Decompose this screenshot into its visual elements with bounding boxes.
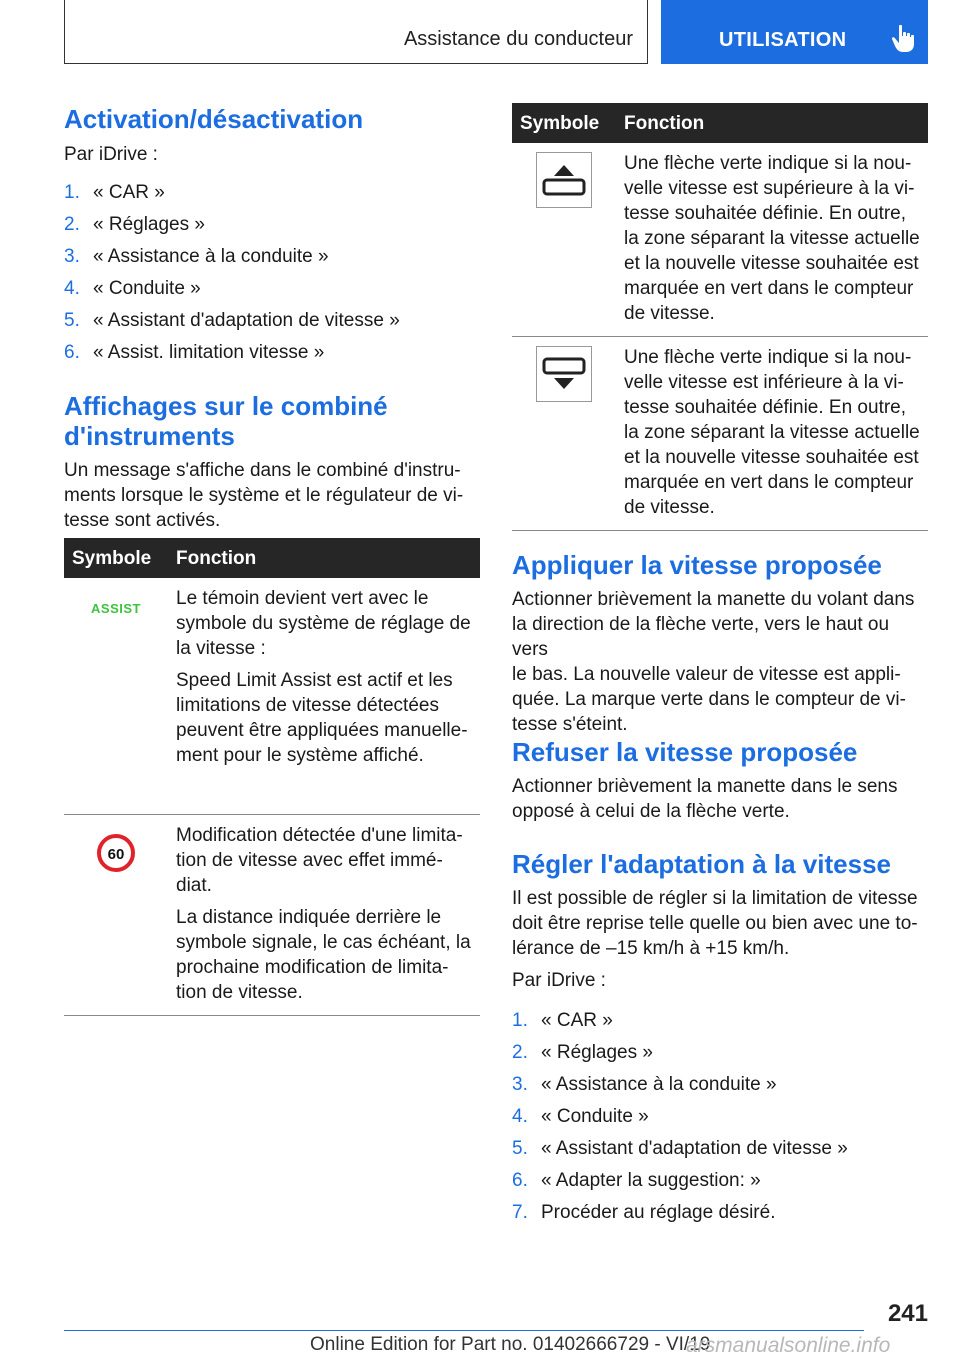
function-paragraph <box>624 345 928 520</box>
list-item <box>64 180 400 212</box>
adjust-steps <box>512 1008 848 1232</box>
step-text: « Assistance à la conduite » <box>541 1074 777 1095</box>
apply-body <box>512 587 928 737</box>
adjust-body <box>512 886 928 961</box>
text-line: tion de vitesse. <box>176 981 303 1003</box>
text-line: tesse s'éteint. <box>512 714 628 735</box>
list-item <box>64 244 400 276</box>
text-line: lérance de –15 km/h à +15 km/h. <box>512 938 790 959</box>
function-paragraph <box>176 823 480 898</box>
speed-down-arrow-icon <box>536 346 592 402</box>
speed-limit-sign-icon <box>96 833 136 873</box>
step-number: 6. <box>64 342 80 363</box>
adjust-intro: Par iDrive : <box>512 970 606 991</box>
step-text: « Assistance à la conduite » <box>93 246 329 267</box>
function-cell <box>616 337 928 531</box>
text-line: la direction de la flèche verte, vers le haut ou vers <box>512 614 890 660</box>
list-item <box>64 276 400 308</box>
column-header-symbol: Symbole <box>64 538 168 578</box>
text-line: Actionner brièvement la manette dans le sens <box>512 776 898 797</box>
text-line: Une flèche verte indique si la nou- <box>624 153 912 174</box>
function-cell <box>168 814 480 1015</box>
text-line: Le témoin devient vert avec le <box>176 588 429 609</box>
function-paragraph <box>176 586 480 661</box>
speed-limit-value: 60 <box>107 845 125 863</box>
text-line: Modification détectée d'une limita- <box>176 824 463 846</box>
heading-adjust: Régler l'adaptation à la vitesse <box>512 849 891 879</box>
list-item <box>512 1136 848 1168</box>
step-number: 2. <box>64 214 80 235</box>
step-number: 5. <box>64 310 80 331</box>
step-number: 5. <box>512 1138 528 1159</box>
heading-refuse: Refuser la vitesse proposée <box>512 737 858 767</box>
text-line: et la nouvelle vitesse souhaitée est <box>624 447 919 468</box>
heading-activation: Activation/désactivation <box>64 104 364 134</box>
text-line: de vitesse. <box>624 303 715 324</box>
text-line: et la nouvelle vitesse souhaitée est <box>624 253 919 274</box>
step-text: « Conduite » <box>93 278 201 299</box>
function-cell <box>168 578 480 814</box>
step-number: 7. <box>512 1202 528 1223</box>
text-line: prochaine modification de limita- <box>176 956 449 978</box>
page-header <box>64 0 928 66</box>
step-number: 4. <box>64 278 80 299</box>
text-line: velle vitesse est supérieure à la vi- <box>624 178 915 199</box>
list-item <box>512 1040 848 1072</box>
text-line: le bas. La nouvelle valeur de vitesse est appli- <box>512 664 901 685</box>
step-number: 4. <box>512 1106 528 1127</box>
step-number: 1. <box>64 182 80 203</box>
text-line: Actionner brièvement la manette du volant dans <box>512 589 915 610</box>
step-number: 3. <box>64 246 80 267</box>
text-line: tesse sont activés. <box>64 510 221 531</box>
text-line: diat. <box>176 874 212 896</box>
symbol-cell <box>512 143 616 337</box>
section-tab <box>64 0 648 64</box>
text-line: tion de vitesse avec effet immé- <box>176 849 443 871</box>
table-header-row <box>512 103 928 143</box>
list-item <box>512 1200 848 1232</box>
step-text: « Adapter la suggestion: » <box>541 1170 761 1191</box>
symbols-table-right <box>512 103 928 531</box>
step-text: « CAR » <box>541 1010 613 1031</box>
step-text: « Assist. limitation vitesse » <box>93 342 325 363</box>
text-line: de vitesse. <box>624 497 715 518</box>
text-line: Il est possible de régler si la limitation de vitesse <box>512 888 918 909</box>
step-number: 1. <box>512 1010 528 1031</box>
page-number: 241 <box>887 1300 928 1327</box>
list-item <box>64 340 400 372</box>
text-line: la zone séparant la vitesse actuelle <box>624 422 920 443</box>
heading-apply: Appliquer la vitesse proposée <box>512 550 882 580</box>
text-line: tesse souhaitée définie. En outre, <box>624 397 907 418</box>
table-row <box>512 337 928 531</box>
column-header-symbol: Symbole <box>512 103 616 143</box>
table-row <box>512 143 928 337</box>
list-item <box>512 1168 848 1200</box>
text-line: Une flèche verte indique si la nou- <box>624 347 912 368</box>
text-line: marquée en vert dans le compteur <box>624 472 914 493</box>
text-line: velle vitesse est inférieure à la vi- <box>624 372 904 393</box>
speed-up-arrow-icon <box>536 152 592 208</box>
displays-body <box>64 458 480 533</box>
footer-divider <box>64 1330 864 1331</box>
activation-intro: Par iDrive : <box>64 144 158 165</box>
hand-pointer-icon <box>891 24 917 54</box>
column-header-function: Fonction <box>168 538 480 578</box>
step-text: « CAR » <box>93 182 165 203</box>
text-line: quée. La marque verte dans le compteur de vi- <box>512 689 906 710</box>
activation-steps <box>64 180 400 372</box>
text-line: tesse souhaitée définie. En outre, <box>624 203 907 224</box>
section-title: Assistance du conducteur <box>403 28 633 50</box>
assist-symbol-icon: ASSIST <box>91 601 141 616</box>
refuse-body <box>512 774 928 824</box>
symbol-cell <box>512 337 616 531</box>
list-item <box>512 1072 848 1104</box>
text-line: La distance indiquée derrière le <box>176 906 442 928</box>
column-header-function: Fonction <box>616 103 928 143</box>
step-text: « Assistant d'adaptation de vitesse » <box>93 310 400 331</box>
symbols-table-left <box>64 538 480 1016</box>
watermark: arsmanualsonline.info <box>686 1334 891 1357</box>
step-number: 2. <box>512 1042 528 1063</box>
function-paragraph <box>176 668 480 768</box>
step-text: « Réglages » <box>541 1042 653 1063</box>
symbol-cell <box>64 814 168 1015</box>
text-line: symbole signale, le cas échéant, la <box>176 931 471 953</box>
heading-displays-1: Affichages sur le combiné <box>64 391 388 421</box>
step-text: Procéder au réglage désiré. <box>541 1202 776 1223</box>
text-line: Un message s'affiche dans le combiné d'instru- <box>64 460 461 481</box>
text-line: Speed Limit Assist est actif et les <box>176 670 453 691</box>
step-text: « Conduite » <box>541 1106 649 1127</box>
text-line: symbole du système de réglage de <box>176 613 471 634</box>
function-paragraph <box>624 151 928 326</box>
list-item <box>512 1104 848 1136</box>
heading-displays-2: d'instruments <box>64 421 235 451</box>
list-item <box>64 212 400 244</box>
step-text: « Assistant d'adaptation de vitesse » <box>541 1138 848 1159</box>
text-line: ment pour le système affiché. <box>176 745 424 766</box>
function-paragraph <box>176 905 480 1005</box>
text-line: peuvent être appliquées manuelle- <box>176 720 468 741</box>
step-number: 6. <box>512 1170 528 1191</box>
chapter-tab <box>661 0 928 64</box>
symbol-cell <box>64 578 168 814</box>
text-line: doit être reprise telle quelle ou bien avec une to- <box>512 913 918 934</box>
text-line: ments lorsque le système et le régulateur de vi- <box>64 485 464 506</box>
function-cell <box>616 143 928 337</box>
text-line: la vitesse : <box>176 638 266 659</box>
chapter-title: UTILISATION <box>719 29 847 51</box>
list-item <box>64 308 400 340</box>
text-line: opposé à celui de la flèche verte. <box>512 801 790 822</box>
edition-text: Online Edition for Part no. 01402666729 - VI/19 <box>310 1334 711 1355</box>
table-header-row <box>64 538 480 578</box>
text-line: limitations de vitesse détectées <box>176 695 439 716</box>
table-row <box>64 578 480 814</box>
table-row <box>64 814 480 1015</box>
step-text: « Réglages » <box>93 214 205 235</box>
text-line: marquée en vert dans le compteur <box>624 278 914 299</box>
list-item <box>512 1008 848 1040</box>
step-number: 3. <box>512 1074 528 1095</box>
text-line: la zone séparant la vitesse actuelle <box>624 228 920 249</box>
